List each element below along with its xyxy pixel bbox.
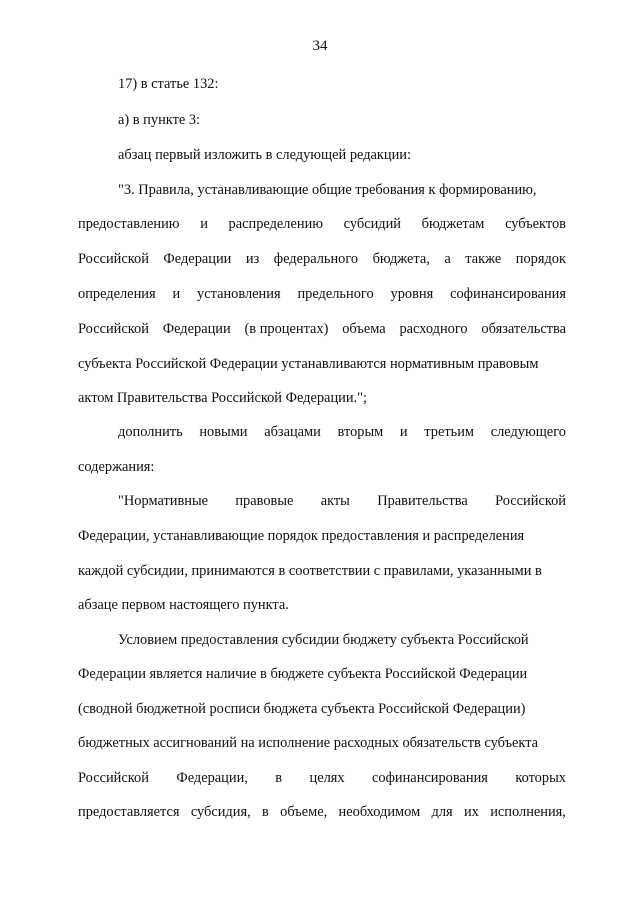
line-word: следующего xyxy=(490,424,566,440)
line-word: их xyxy=(463,804,479,820)
line-word: Российской xyxy=(78,251,149,267)
line-word: которых xyxy=(515,770,566,786)
paragraph-line: "3. Правила, устанавливающие общие требования к формированию, xyxy=(118,182,537,198)
paragraph-line: бюджетных ассигнований на исполнение расходных обязательств субъекта xyxy=(78,735,539,751)
paragraph-line xyxy=(78,215,566,233)
paragraph-line: каждой субсидии, принимаются в соответствии с правилами, указанными в xyxy=(78,563,542,579)
line-word: софинансирования xyxy=(372,770,488,786)
line-word: Федерации xyxy=(162,321,231,337)
line-word: необходимом xyxy=(338,804,421,820)
line-word: дополнить xyxy=(118,424,183,440)
line-word: объеме, xyxy=(280,804,328,820)
line-word: акты xyxy=(320,493,350,509)
line-word: вторым xyxy=(337,424,384,440)
line-word: абзацами xyxy=(264,424,321,440)
line-word: бюджета, xyxy=(372,251,430,267)
line-word: новыми xyxy=(199,424,248,440)
line-word: уровня xyxy=(390,286,434,302)
line-word: софинансирования xyxy=(450,286,566,302)
paragraph-line xyxy=(78,250,566,268)
line-word: предельного xyxy=(297,286,374,302)
paragraph-line: содержания: xyxy=(78,459,155,475)
page-number: 34 xyxy=(312,38,328,54)
line-word: бюджетам xyxy=(421,216,485,232)
line-word: в xyxy=(275,770,283,786)
line-word: целях xyxy=(309,770,345,786)
line-word: также xyxy=(465,251,502,267)
line-word: субсидий xyxy=(343,216,402,232)
paragraph-line: Федерации, устанавливающие порядок предоставления и распределения xyxy=(78,528,525,544)
paragraph-line xyxy=(78,320,566,338)
line-word: субъектов xyxy=(505,216,566,232)
line-word: распределению xyxy=(228,216,324,232)
line-word: а xyxy=(444,251,451,267)
line-word: и xyxy=(172,286,181,302)
line-word: Правительства xyxy=(377,493,468,509)
paragraph-line: абзац первый изложить в следующей редакции: xyxy=(118,147,412,163)
line-word: обязательства xyxy=(481,321,566,337)
line-word: исполнения, xyxy=(490,804,566,820)
line-word: Российской xyxy=(78,770,149,786)
line-word: объема xyxy=(342,321,386,337)
line-word: порядок xyxy=(515,251,566,267)
paragraph-line: абзаце первом настоящего пункта. xyxy=(78,597,289,613)
line-word: предоставлению xyxy=(78,216,180,232)
line-word: Российской xyxy=(495,493,566,509)
line-word: Федерации, xyxy=(176,770,248,786)
paragraph-line: Условием предоставления субсидии бюджету субъекта Российской xyxy=(118,632,529,648)
paragraph-line: 17) в статье 132: xyxy=(118,76,219,92)
line-word: определения xyxy=(78,286,156,302)
line-word: (в процентах) xyxy=(244,321,329,337)
line-word: субсидия, xyxy=(190,804,251,820)
line-word: предоставляется xyxy=(78,804,180,820)
line-word: "Нормативные xyxy=(118,493,209,509)
paragraph-line xyxy=(78,803,566,821)
line-word: третьим xyxy=(424,424,475,440)
line-word: правовые xyxy=(235,493,294,509)
line-word: Российской xyxy=(78,321,149,337)
paragraph-line: а) в пункте 3: xyxy=(118,112,201,128)
line-word: расходного xyxy=(399,321,468,337)
paragraph-line xyxy=(118,492,566,510)
line-word: и xyxy=(200,216,208,232)
line-word: для xyxy=(431,804,453,820)
line-word: и xyxy=(399,424,408,440)
paragraph-line xyxy=(78,769,566,787)
paragraph-line: (сводной бюджетной росписи бюджета субъекта Российской Федерации) xyxy=(78,701,526,717)
line-word: в xyxy=(262,804,269,820)
line-word: из xyxy=(245,251,260,267)
paragraph-line xyxy=(78,285,566,303)
paragraph-line: актом Правительства Российской Федерации."; xyxy=(78,390,368,406)
paragraph-line xyxy=(118,423,566,441)
paragraph-line: субъекта Российской Федерации устанавливаются нормативным правовым xyxy=(78,356,539,372)
line-word: установления xyxy=(197,286,281,302)
line-word: Федерации xyxy=(163,251,232,267)
paragraph-line: Федерации является наличие в бюджете субъекта Российской Федерации xyxy=(78,666,528,682)
line-word: федерального xyxy=(273,251,359,267)
